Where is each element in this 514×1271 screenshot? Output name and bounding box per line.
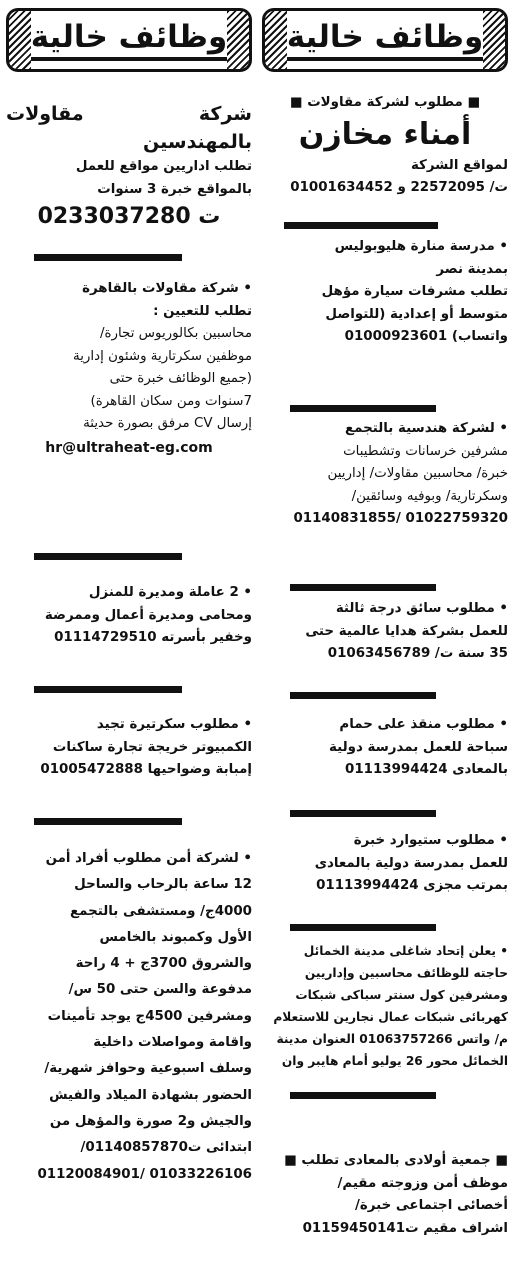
left-banner bbox=[6, 8, 252, 72]
ad-line: بالمعادى 01113994424 bbox=[345, 762, 508, 777]
ad-line: بمرتب مجزى 01113994424 bbox=[316, 878, 508, 893]
ad-line: ومشرفين 4500ج يوجد تأمينات bbox=[47, 1008, 252, 1024]
separator bbox=[290, 810, 436, 817]
ad-cairo-contracting bbox=[6, 278, 252, 460]
ad-line: 01022759320 /01140831855 bbox=[293, 511, 508, 526]
banner-stripes-left bbox=[265, 11, 287, 69]
ad-lifeguard bbox=[262, 714, 508, 782]
ad-line: إمبابة وضواحيها 01005472888 bbox=[40, 762, 252, 777]
ad-line: ■ مطلوب لشركة مقاولات ■ bbox=[289, 95, 481, 110]
right-column bbox=[262, 0, 508, 1271]
ad-line: ومحامى ومديرة أعمال وممرضة bbox=[44, 607, 252, 623]
ad-line: م/ واتس 01063757266 العنوان مدينة bbox=[276, 1032, 508, 1046]
ad-line: • مطلوب منقذ على حمام bbox=[339, 717, 508, 732]
ad-line: • مطلوب ستيوارد خبرة bbox=[353, 833, 508, 848]
separator bbox=[290, 1092, 436, 1099]
ad-line: والشروق 3700ج + 4 راحة bbox=[75, 956, 252, 972]
ad-line: لمواقع الشركة bbox=[410, 157, 508, 173]
ad-line: 7سنوات ومن سكان القاهرة) bbox=[90, 393, 252, 409]
ad-line: 12 ساعة بالرحاب والساحل bbox=[74, 877, 252, 893]
ad-line: • شركة مقاولات بالقاهرة bbox=[82, 281, 252, 296]
ad-khamayel-union bbox=[262, 940, 508, 1072]
ad-line: ومشرفين كول سنتر سباكى شبكات bbox=[295, 988, 508, 1002]
ad-line: أخصائى اجتماعى خبرة/ bbox=[354, 1198, 508, 1213]
ad-line: الأول وكمبوند بالخامس bbox=[99, 929, 252, 945]
left-column bbox=[6, 0, 252, 1271]
ad-line: • لشركة أمن مطلوب أفراد أمن bbox=[45, 851, 252, 866]
banner-stripes-right bbox=[483, 11, 505, 69]
ad-line: بالمواقع خبرة 3 سنوات bbox=[97, 181, 252, 197]
separator bbox=[290, 584, 436, 591]
ad-heliopolis-school bbox=[262, 236, 508, 349]
ad-line: واتساب) 01000923601 bbox=[344, 329, 508, 344]
ad-home-workers bbox=[6, 582, 252, 650]
banner-stripes-right bbox=[227, 11, 249, 69]
ad-line: والجيش و2 صورة والمؤهل من bbox=[49, 1113, 252, 1129]
ad-line: • لشركة هندسية بالتجمع bbox=[344, 421, 508, 436]
ad-line: 01033226106 /01120084901 bbox=[37, 1166, 252, 1182]
ad-steward bbox=[262, 830, 508, 898]
ad-line: وسكرتارية/ وبوفيه وسائقين/ bbox=[351, 488, 508, 504]
ad-line: 4000ج/ ومستشفى بالتجمع bbox=[70, 903, 252, 919]
ad-line: وسلف اسبوعية وحوافز شهرية/ bbox=[44, 1061, 252, 1077]
ad-line: • مطلوب سائق درجة ثالثة bbox=[335, 601, 508, 616]
ad-line: • مدرسة منارة هليوبوليس bbox=[334, 239, 508, 254]
separator bbox=[34, 254, 182, 261]
separator bbox=[34, 686, 182, 693]
ad-line: تطلب اداريين مواقع للعمل bbox=[75, 159, 252, 174]
ad-line: كهربائى شبكات عمال نجارين للاستعلام bbox=[273, 1010, 508, 1024]
ad-line: وخفير بأسرته 01114729510 bbox=[54, 630, 252, 645]
ad-heading: شركة مقاولات بالمهندسين bbox=[6, 103, 252, 153]
ad-line: خبرة/ محاسبين مقاولات/ إداريين bbox=[327, 466, 508, 481]
separator bbox=[290, 692, 436, 699]
ad-line: موظف أمن وزوجته مقيم/ bbox=[337, 1175, 508, 1191]
ad-line: واقامة ومواصلات داخلية bbox=[93, 1035, 252, 1051]
ad-secretary bbox=[6, 714, 252, 782]
ad-line: موظفين سكرتارية وشئون إدارية bbox=[73, 348, 252, 364]
ad-line: مدفوعة والسن حتى 50 س/ bbox=[68, 982, 252, 998]
ad-line: الحضور بشهادة الميلاد والفيش bbox=[49, 1087, 252, 1103]
ad-mohandessin-contracting bbox=[6, 100, 252, 233]
ad-line: للعمل بمدرسة دولية بالمعادى bbox=[314, 855, 508, 871]
separator bbox=[34, 818, 182, 825]
ad-line: • مطلوب سكرتيرة تجيد bbox=[96, 717, 252, 732]
ad-line: • يعلن إتحاد شاغلى مدينة الخمائل bbox=[303, 944, 508, 958]
ad-line: • 2 عاملة ومديرة للمنزل bbox=[88, 585, 252, 600]
ad-line: إرسال CV مرفق بصورة حديثة bbox=[83, 416, 252, 431]
ad-line: مشرفين خرسانات وتشطيبات bbox=[343, 443, 508, 459]
ad-line: الكمبيوتر خريجة تجارة ساكنات bbox=[52, 739, 252, 755]
ad-line: 35 سنة ت/ 01063456789 bbox=[327, 646, 508, 661]
ad-driver bbox=[262, 598, 508, 666]
ad-line: متوسط أو إعدادية (للتواصل bbox=[325, 306, 508, 322]
ad-line: تطلب مشرفات سيارة مؤهل bbox=[321, 284, 508, 299]
ad-engineering-company bbox=[262, 418, 508, 531]
ad-line: تطلب للتعيين : bbox=[153, 303, 252, 319]
ad-line: سباحة للعمل بمدرسة دولية bbox=[329, 739, 508, 755]
separator bbox=[284, 222, 438, 229]
ad-email: hr@ultraheat-eg.com bbox=[45, 439, 213, 456]
ad-line: الخمائل محور 26 يوليو أمام هايبر وان bbox=[281, 1054, 508, 1068]
ad-line: محاسبين بكالوريوس تجارة/ bbox=[99, 326, 252, 341]
ad-line: بمدينة نصر bbox=[436, 261, 508, 277]
ad-line: (جميع الوظائف خبرة حتى bbox=[109, 371, 252, 386]
banner-stripes-left bbox=[9, 11, 31, 69]
ad-phones: ت/ 22572095 و 01001634452 bbox=[290, 180, 508, 195]
right-banner bbox=[262, 8, 508, 72]
ad-line: حاجته للوظائف محاسبين وإداريين bbox=[304, 966, 508, 980]
ad-line: اشراف مقيم ت01159450141 bbox=[302, 1220, 508, 1236]
ad-title: أمناء مخازن bbox=[298, 116, 472, 152]
ad-line: ابتدائى ت01140857870/ bbox=[80, 1140, 252, 1156]
separator bbox=[34, 553, 182, 560]
ad-line: ■ جمعية أولادى بالمعادى تطلب ■ bbox=[284, 1153, 508, 1168]
banner-title: وظائف خالية bbox=[31, 19, 228, 60]
ad-warehouse-keepers bbox=[262, 92, 508, 200]
ad-security-company bbox=[6, 846, 252, 1188]
ad-line: للعمل بشركة هدايا عالمية حتى bbox=[305, 623, 508, 639]
ad-awladi-maadi bbox=[262, 1150, 508, 1240]
separator bbox=[290, 405, 436, 412]
banner-title: وظائف خالية bbox=[287, 19, 484, 60]
separator bbox=[290, 924, 436, 931]
ad-phone: ت 0233037280 bbox=[37, 204, 221, 229]
